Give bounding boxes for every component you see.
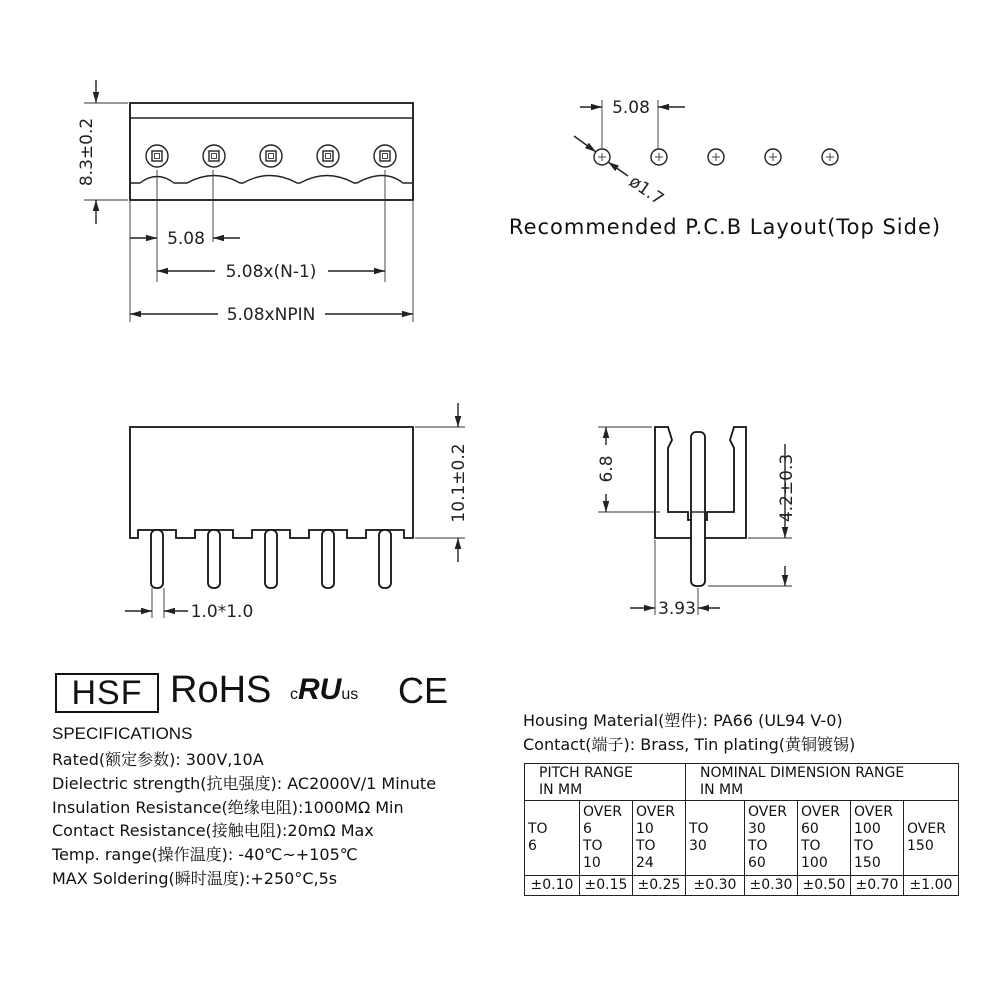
range-cell: TO 30 <box>686 801 745 876</box>
ul-us-mark: us <box>341 686 359 703</box>
side-height-dim: 6.8 <box>597 455 617 483</box>
top-total-dim: 5.08xNPIN <box>226 305 316 325</box>
tolerance-value: ±1.00 <box>904 876 959 896</box>
pin <box>151 530 163 588</box>
spec-line: Temp. range(操作温度): -40℃~+105℃ <box>52 845 358 864</box>
pcb-holes <box>594 149 838 165</box>
front-view-housing <box>130 427 413 538</box>
spec-line: MAX Soldering(瞬时温度):+250°C,5s <box>52 869 338 888</box>
tolerance-value: ±0.25 <box>633 876 686 896</box>
tolerance-value: ±0.30 <box>686 876 745 896</box>
range-cell: OVER 30 TO 60 <box>745 801 798 876</box>
value-row <box>525 876 959 896</box>
housing-material: Housing Material(塑件): PA66 (UL94 V-0) <box>523 711 843 730</box>
range-cell: OVER 6 TO 10 <box>580 801 633 876</box>
top-pitch-dim: 5.08 <box>167 229 205 249</box>
spec-line: Rated(额定参数): 300V,10A <box>52 750 264 769</box>
pcb-hole-dim: ø1.7 <box>625 171 668 210</box>
spec-line: Contact Resistance(接触电阻):20mΩ Max <box>52 821 374 840</box>
spec-line: Dielectric strength(抗电强度): AC2000V/1 Minute <box>52 774 437 793</box>
range-cell: OVER 100 TO 150 <box>851 801 904 876</box>
pitch-range-header: PITCH RANGE IN MM <box>525 764 686 801</box>
range-cell: TO 6 <box>525 801 580 876</box>
side-view <box>597 427 797 619</box>
ul-c-mark: c <box>290 686 298 703</box>
top-span-dim: 5.08x(N-1) <box>225 262 317 282</box>
tolerance-table <box>524 763 959 896</box>
top-view <box>77 80 413 325</box>
tolerance-value: ±0.30 <box>745 876 798 896</box>
contact-material: Contact(端子): Brass, Tin plating(黄铜镀锡) <box>523 735 856 754</box>
front-height-dim: 10.1±0.2 <box>449 443 469 523</box>
pcb-layout-title: Recommended P.C.B Layout(Top Side) <box>508 215 942 239</box>
pcb-pitch-dim: 5.08 <box>612 98 650 118</box>
tolerance-value: ±0.15 <box>580 876 633 896</box>
specifications-heading: SPECIFICATIONS <box>52 724 193 743</box>
pin <box>322 530 334 588</box>
pcb-layout <box>509 98 941 239</box>
pin <box>265 530 277 588</box>
tolerance-value: ±0.10 <box>525 876 580 896</box>
ul-ru-mark: RU <box>298 673 342 706</box>
ul-logo <box>290 670 358 715</box>
side-width-dim: 3.93 <box>658 599 696 619</box>
hsf-logo: HSF <box>55 673 159 713</box>
range-cell: OVER 150 <box>904 801 959 876</box>
side-view-pin <box>691 432 705 586</box>
nominal-range-header: NOMINAL DIMENSION RANGE IN MM <box>686 764 959 801</box>
spec-line: Insulation Resistance(绝缘电阻):1000MΩ Min <box>52 798 404 817</box>
pin <box>208 530 220 588</box>
side-pin-dim: 4.2±0.3 <box>777 453 797 523</box>
ce-logo: CE <box>398 670 449 711</box>
pin <box>379 530 391 588</box>
front-view <box>125 403 469 622</box>
top-height-dim: 8.3±0.2 <box>77 117 97 187</box>
range-cell: OVER 60 TO 100 <box>798 801 851 876</box>
rohs-logo: RoHS <box>170 669 272 711</box>
front-pin-dim: 1.0*1.0 <box>190 602 254 622</box>
tolerance-value: ±0.70 <box>851 876 904 896</box>
range-row <box>525 801 959 876</box>
tolerance-value: ±0.50 <box>798 876 851 896</box>
range-cell: OVER 10 TO 24 <box>633 801 686 876</box>
